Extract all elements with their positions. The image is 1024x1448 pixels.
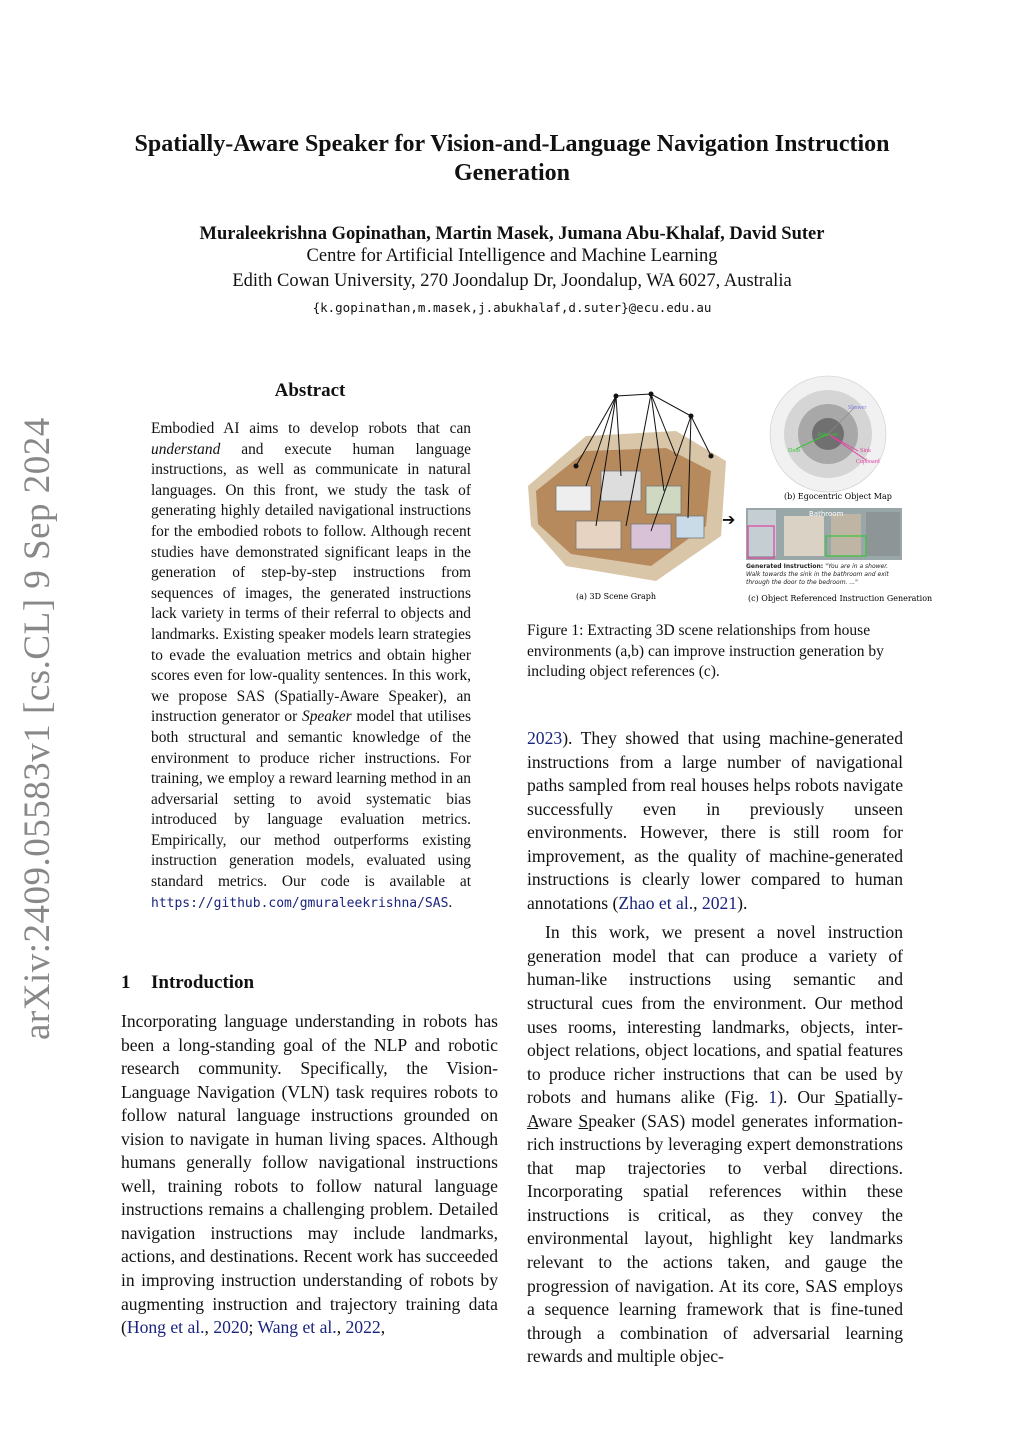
intro-paragraph-2: In this work, we present a novel instruction generation model that can produce a variety of human-like instructions using semantic and structural cues from the environment. Our method uses rooms, interesting landmarks, objects, inter-object relations, object locations, and spatial features to produce richer instructions that can be used by robots and humans alike (Fig. 1). Our Spatially-Aware Speaker (SAS) model generates information-rich instructions by leveraging expert demonstrations that map trajectories to verbal directions. Incorporating spatial references within these instructions is critical, as they convey the environmental layout, highlight key landmarks relevant to the actions taken, and gauge the progression of navigation. At its core, SAS employs a sequence learning framework that is fine-tuned through a combination of adversarial learning rewards and multiple objec- xyxy=(527,922,903,1367)
citation-wang-year[interactable]: 2022 xyxy=(345,1317,381,1338)
svg-text:Bathroom: Bathroom xyxy=(809,510,844,518)
title-line-2: Generation xyxy=(454,160,570,186)
citation-wang-2023[interactable]: 2023 xyxy=(527,728,563,748)
intro-paragraph-1: Incorporating language understanding in robots has been a long-standing goal of the NLP and robotic research community. Specifically, the Vision-Language Navigation (VLN) task requires robots to follow natural language instructions grounded on vision to navigate in human living spaces. Although humans generally follow navigational instructions well, training robots to follow natural language instructions remains a challenging problem. Detailed navigation instructions may include landmarks, actions, and destinations. Recent work has succeeded in improving instruction understanding of robots by augmenting instruction and trajectory training data (Hong et al., 2020; Wang et al., 2022, xyxy=(121,1011,498,1338)
citation-wang[interactable]: Wang et al. xyxy=(257,1317,337,1338)
authors: Muraleekrishna Gopinathan, Martin Masek, Jumana Abu-Khalaf, David Suter xyxy=(199,224,825,244)
svg-text:Generated Instruction: "You ar: Generated Instruction: "You are in a shower. xyxy=(746,563,889,570)
svg-text:Shower: Shower xyxy=(848,405,867,411)
abstract-body: Embodied AI aims to develop robots that can understand and execute human language instructions, as well as communicate in natural languages. On this front, we study the task of generating highly detailed navigational instructions for the embodied robots to follow. Although recent studies have demonstrated significant leaps in the generation of step-by-step instructions from sequences of images, the generated instructions lack variety in terms of their referral to objects and landmarks. Existing speaker models learn strategies to evade the evaluation metrics and obtain higher scores even for low-quality sentences. In this work, we propose SAS (Spatially-Aware Speaker), an instruction generator or Speaker model that utilises both structural and semantic knowledge of the environment to produce richer instructions. For training, we employ a reward learning method in an adversarial setting to avoid systematic bias introduced by language evaluation metrics. Empirically, our method outperforms existing instruction generation models, evaluated using standard metrics. Our code is available at https://github.com/gmuraleekrishna/SAS. xyxy=(151,420,471,911)
author-emails: {k.gopinathan,m.masek,j.abukhalaf,d.suter}@ecu.edu.au xyxy=(312,300,712,315)
arxiv-stamp: arXiv:2409.05583v1 [cs.CL] 9 Sep 2024 xyxy=(17,417,58,1040)
figure-1-caption: Figure 1: Extracting 3D scene relationships from house environments (a,b) can improve instruction generation by including object references (c). xyxy=(527,622,884,680)
subcaption-b: (b) Egocentric Object Map xyxy=(784,492,892,501)
svg-text:Walk towards the sink in the b: Walk towards the sink in the bathroom and exit xyxy=(746,571,889,578)
arrow-icon: ➔ xyxy=(722,510,736,529)
affiliation-2: Edith Cowan University, 270 Joondalup Dr, Joondalup, WA 6027, Australia xyxy=(232,271,792,291)
house-3d-model xyxy=(528,431,726,581)
affiliation-1: Centre for Artificial Intelligence and Machine Learning xyxy=(306,246,718,266)
citation-zhao[interactable]: Zhao et al. xyxy=(618,892,694,913)
egocentric-object-map xyxy=(770,376,886,492)
title-line-1: Spatially-Aware Speaker for Vision-and-Language Navigation Instruction xyxy=(134,131,890,157)
figure-1 xyxy=(526,376,933,606)
bathroom-photo xyxy=(746,508,902,560)
intro-paragraph-1-cont: 2023). They showed that using machine-generated instructions from a large number of navigational paths sampled from real houses helps robots navigate successfully even in previously unseen environments. However, there is still room for improvement, as the quality of machine-generated instructions is clearly lower compared to human annotations (Zhao et al., 2021). xyxy=(527,728,903,913)
section-heading-introduction: 1 Introduction xyxy=(121,972,255,993)
svg-text:Door: Door xyxy=(788,448,801,454)
paper-title xyxy=(100,130,924,188)
figure-1-graphic xyxy=(526,376,933,606)
subcaption-c: (c) Object Referenced Instruction Generation xyxy=(748,594,933,603)
citation-hong-year[interactable]: 2020 xyxy=(213,1317,249,1338)
citation-hong[interactable]: Hong et al. xyxy=(126,1317,205,1338)
svg-text:through the door to the bedroo: through the door to the bedroom. ..." xyxy=(746,579,858,586)
code-link[interactable]: https://github.com/gmuraleekrishna/SAS xyxy=(151,895,449,911)
svg-text:Bathroom: Bathroom xyxy=(818,433,838,438)
subcaption-a: (a) 3D Scene Graph xyxy=(576,592,656,601)
svg-text:Sink: Sink xyxy=(860,448,872,454)
svg-text:Cupboard: Cupboard xyxy=(856,459,880,465)
abstract-heading: Abstract xyxy=(274,380,346,401)
citation-zhao-year[interactable]: 2021 xyxy=(701,892,738,913)
figure-ref[interactable]: 1 xyxy=(768,1087,778,1108)
right-column-body xyxy=(527,727,903,1369)
